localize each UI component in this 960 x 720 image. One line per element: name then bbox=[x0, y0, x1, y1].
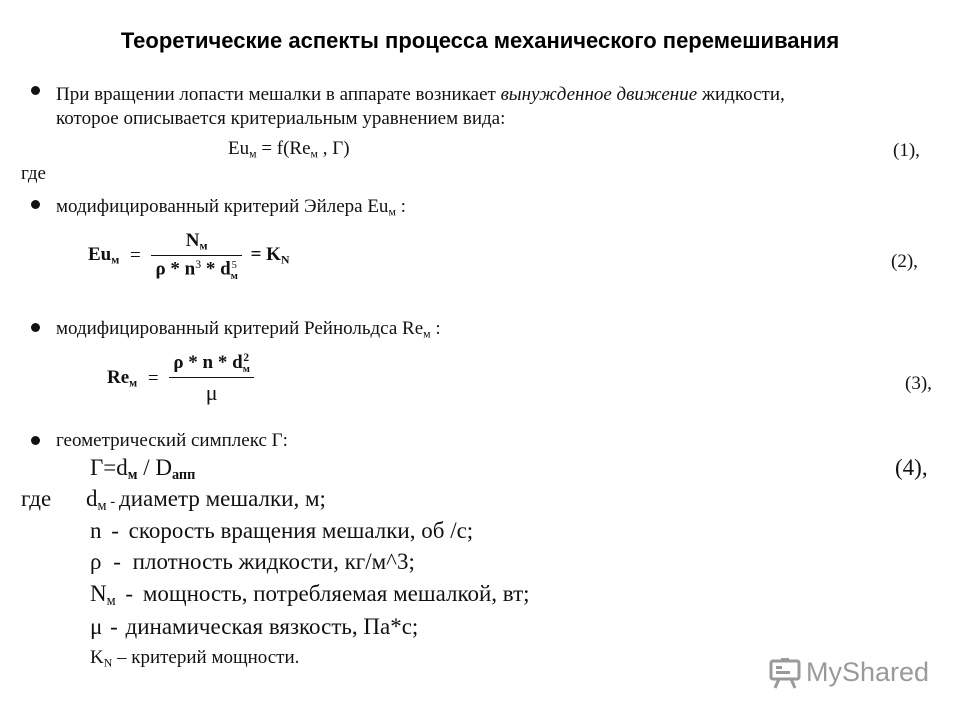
def-n-dash: - bbox=[105, 518, 125, 543]
def-mu bbox=[90, 614, 418, 640]
bullet-dot bbox=[31, 86, 40, 95]
bullet-dot bbox=[31, 323, 40, 332]
eq2-lhs-text: Eu bbox=[88, 244, 112, 266]
bullet-euler bbox=[56, 196, 406, 219]
eq2-lhs bbox=[88, 244, 119, 265]
bullet-dot bbox=[31, 200, 40, 209]
para1-line1 bbox=[56, 84, 785, 106]
eq1-lhs-sub: м bbox=[249, 147, 257, 161]
def-mu-dash: - bbox=[104, 614, 124, 639]
def-d-sym: d bbox=[86, 486, 98, 511]
eq2-den-b: * d bbox=[201, 258, 231, 280]
eq3-equals: = bbox=[147, 368, 159, 390]
def-rho-sym: ρ bbox=[90, 549, 102, 574]
eq3-numerator bbox=[169, 352, 253, 378]
para1-italic: вынужденное движение bbox=[500, 84, 698, 105]
eq3-lhs bbox=[107, 367, 137, 388]
bullet-dot bbox=[31, 436, 40, 445]
def-K-sym: K bbox=[90, 647, 104, 668]
def-mu-sym: μ bbox=[90, 614, 103, 639]
eq4-b-sub: апп bbox=[172, 466, 196, 483]
bullet-simplex: геометрический симплекс Г: bbox=[56, 430, 288, 451]
def-rho bbox=[90, 549, 415, 575]
equation-3 bbox=[107, 352, 254, 406]
reynolds-text: модифицированный критерий Рейнольдса Re bbox=[56, 318, 424, 339]
page-title: Теоретические аспекты процесса механического перемешивания bbox=[120, 28, 840, 53]
eq2-numerator bbox=[151, 230, 241, 256]
def-N-sub: м bbox=[106, 592, 116, 609]
euler-text: модифицированный критерий Эйлера Eu bbox=[56, 196, 389, 217]
euler-tail: : bbox=[395, 196, 406, 217]
eq3-num-sub: м bbox=[242, 363, 250, 375]
eq2-den-sub: м bbox=[230, 270, 238, 282]
eq3-fraction bbox=[169, 352, 253, 406]
euler-sub: м bbox=[388, 205, 396, 219]
para1-line2: которое описывается критериальным уравнением вида: bbox=[56, 108, 506, 129]
equation-1 bbox=[228, 138, 350, 161]
def-n-text: скорость вращения мешалки, об /с; bbox=[128, 518, 474, 543]
eq2-fraction bbox=[151, 230, 241, 282]
eq2-equals: = bbox=[130, 245, 141, 267]
def-N-sym: N bbox=[90, 581, 107, 606]
equation-2-number: (2), bbox=[891, 251, 918, 272]
def-K-text: – критерий мощности. bbox=[112, 647, 300, 668]
eq2-den-a: ρ * n bbox=[155, 258, 196, 280]
def-d-dash: - bbox=[106, 494, 120, 510]
eq2-rhs-sub: N bbox=[280, 253, 290, 267]
def-rho-dash: - bbox=[107, 549, 127, 574]
eq3-lhs-sub: м bbox=[129, 376, 138, 390]
eq2-rhs bbox=[251, 244, 290, 265]
eq2-lhs-sub: м bbox=[111, 253, 120, 267]
def-rho-text: плотность жидкости, кг/м^3; bbox=[132, 549, 415, 574]
presentation-board-icon bbox=[768, 657, 802, 691]
eq2-num-text: N bbox=[185, 230, 200, 251]
eq4-a-sub: м bbox=[127, 466, 138, 483]
eq4-a: Г=d bbox=[90, 455, 128, 480]
def-n bbox=[90, 518, 473, 544]
eq2-den-sup: 3 bbox=[195, 258, 202, 272]
eq1-rhs-a: = f(Re bbox=[256, 138, 311, 159]
para1-text-a: При вращении лопасти мешалки в аппарате возникает bbox=[56, 84, 501, 105]
def-N bbox=[90, 581, 530, 610]
eq2-rhs-text: = K bbox=[250, 244, 281, 266]
def-N-dash: - bbox=[119, 581, 139, 606]
where-label-1: где bbox=[21, 163, 46, 184]
watermark bbox=[766, 655, 930, 695]
eq3-num-a: ρ * n * d bbox=[173, 352, 243, 373]
def-d-text: диаметр мешалки, м; bbox=[119, 486, 326, 511]
eq2-den-sup2: 5 bbox=[231, 260, 237, 272]
eq3-denominator: μ bbox=[205, 380, 218, 406]
def-d-sub: м bbox=[97, 497, 107, 514]
def-d bbox=[86, 486, 326, 515]
reynolds-tail: : bbox=[430, 318, 441, 339]
reynolds-sub: м bbox=[423, 327, 431, 341]
def-K bbox=[90, 647, 299, 670]
equation-2 bbox=[88, 230, 289, 282]
where-label-2: где bbox=[21, 486, 52, 511]
equation-4-number: (4), bbox=[895, 455, 928, 480]
def-n-sym: n bbox=[90, 518, 102, 543]
eq1-lhs: Eu bbox=[228, 138, 250, 159]
eq1-rhs-b: , Г) bbox=[318, 138, 350, 159]
eq3-num-sup: 2 bbox=[243, 352, 250, 365]
eq1-rhs-sub: м bbox=[310, 147, 318, 161]
def-N-text: мощность, потребляемая мешалкой, вт; bbox=[142, 581, 530, 606]
bullet-reynolds bbox=[56, 318, 441, 341]
eq3-lhs-text: Re bbox=[107, 367, 130, 389]
eq4-b: / D bbox=[137, 455, 172, 480]
watermark-text: MyShared bbox=[806, 657, 930, 687]
eq2-denominator bbox=[151, 256, 241, 282]
equation-4 bbox=[90, 455, 195, 484]
equation-3-number: (3), bbox=[905, 373, 932, 394]
def-K-sub: N bbox=[103, 656, 113, 670]
equation-1-number: (1), bbox=[893, 140, 920, 161]
eq2-num-sub: м bbox=[199, 239, 208, 253]
para1-text-c: жидкости, bbox=[697, 84, 785, 105]
def-mu-text: динамическая вязкость, Па*с; bbox=[125, 614, 419, 639]
